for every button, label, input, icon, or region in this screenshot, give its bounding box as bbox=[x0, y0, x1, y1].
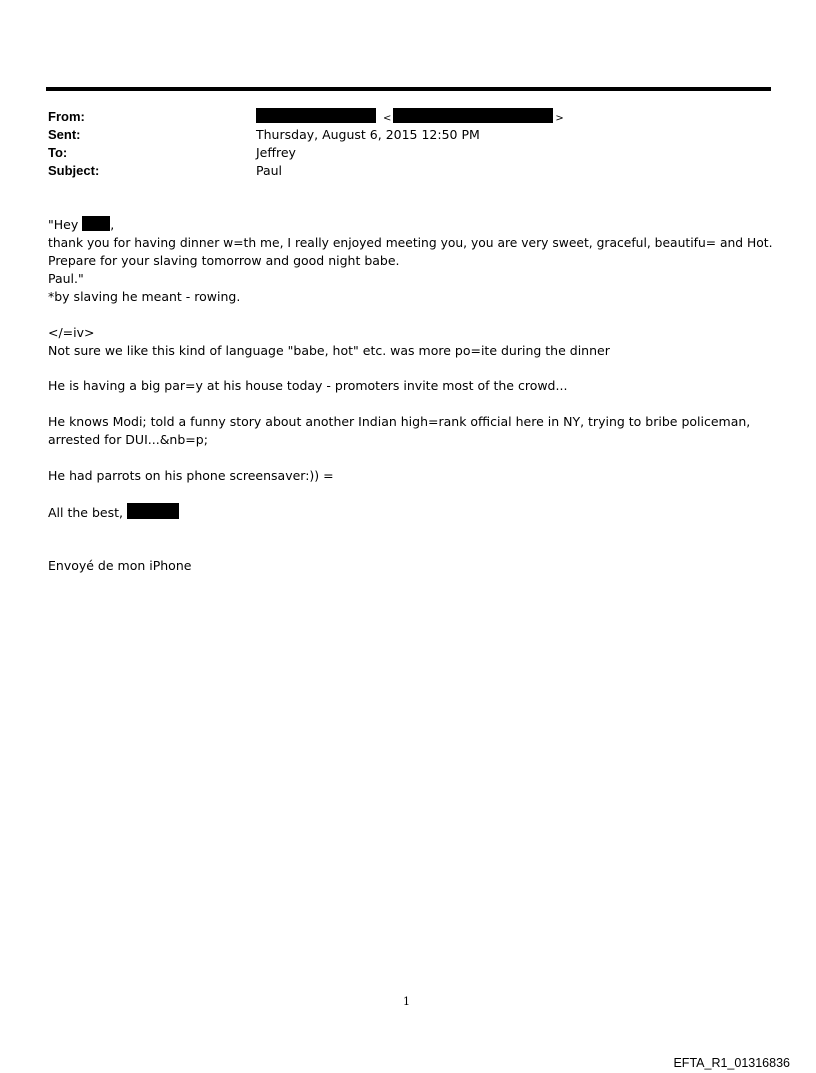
body-line-2: Prepare for your slaving tomorrow and good night babe. bbox=[48, 253, 400, 268]
from-value bbox=[256, 108, 564, 128]
subject-label: Subject: bbox=[48, 163, 100, 178]
signoff-line bbox=[48, 503, 179, 522]
sent-value: Thursday, August 6, 2015 12:50 PM bbox=[256, 127, 480, 142]
subject-value: Paul bbox=[256, 163, 283, 178]
footer-signature: Envoyé de mon iPhone bbox=[48, 558, 192, 573]
page-number: 1 bbox=[403, 995, 410, 1008]
from-close-bracket: > bbox=[555, 113, 564, 124]
sent-label: Sent: bbox=[48, 127, 81, 142]
signoff-text: All the best, bbox=[48, 505, 127, 520]
body-line-1: thank you for having dinner w=th me, I really enjoyed meeting you, you are very sweet, graceful, beautifu= and Hot. bbox=[48, 236, 773, 250]
greeting-prefix: "Hey bbox=[48, 217, 83, 232]
body-line-4: *by slaving he meant - rowing. bbox=[48, 289, 241, 304]
redacted-sender-name bbox=[256, 108, 376, 123]
redacted-sender-email bbox=[393, 108, 553, 123]
greeting-line bbox=[48, 216, 114, 234]
body-line-7: He is having a big par=y at his house today - promoters invite most of the crowd... bbox=[48, 378, 568, 393]
to-label: To: bbox=[48, 145, 68, 160]
greeting-suffix: , bbox=[110, 217, 115, 232]
header-rule bbox=[46, 87, 771, 91]
to-value: Jeffrey bbox=[256, 145, 296, 160]
redacted-signature bbox=[127, 503, 179, 519]
body-line-5: </=iv> bbox=[48, 325, 95, 340]
from-label: From: bbox=[48, 109, 85, 124]
body-line-8: He knows Modi; told a funny story about another Indian high=rank official here in NY, trying to bribe policeman, bbox=[48, 414, 751, 429]
body-line-6: Not sure we like this kind of language "babe, hot" etc. was more po=ite during the dinner bbox=[48, 343, 610, 358]
document-id: EFTA_R1_01316836 bbox=[673, 1056, 790, 1070]
redacted-recipient-name bbox=[82, 216, 110, 231]
body-line-3: Paul." bbox=[48, 271, 84, 286]
from-open-bracket: < bbox=[382, 113, 392, 124]
body-line-10: He had parrots on his phone screensaver:)) = bbox=[48, 468, 334, 483]
body-line-9: arrested for DUI...&nb=p; bbox=[48, 432, 208, 447]
